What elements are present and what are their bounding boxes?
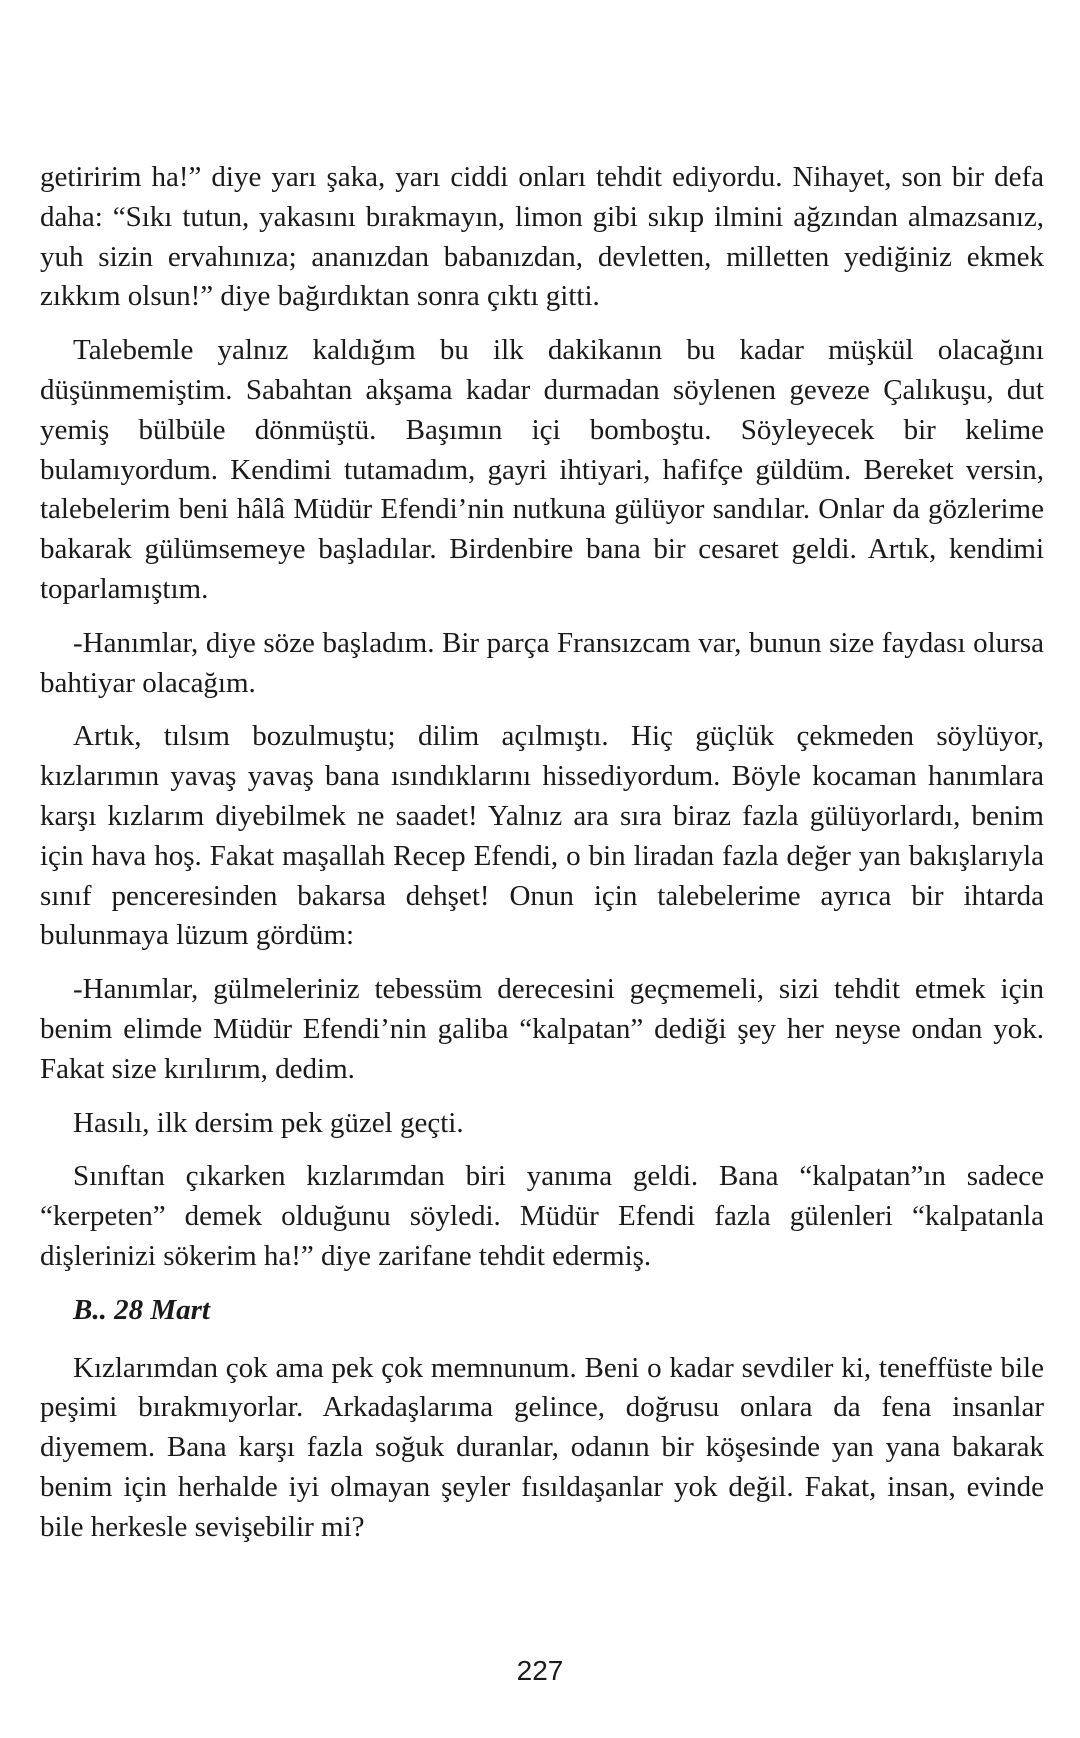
paragraph: Kızlarımdan çok ama pek çok memnunum. Beni o kadar sevdiler ki, teneffüste bile peşimi bırakmıyorlar. Arkadaşlarıma gelince, doğrusu onlara da fena insanlar diyemem. Bana karşı fazla soğuk duranlar, odanın bir köşesinde yan yana bakarak benim için herhalde iyi olmayan şeyler fısıldaşanlar yok değil. Fakat, insan, evinde bile herkesle sevişebilir mi?	[40, 1351, 1044, 1543]
page-body	[40, 158, 1044, 1562]
diary-date-heading: B.. 28 Mart	[73, 1293, 210, 1326]
paragraph: Talebemle yalnız kaldığım bu ilk dakikanın bu kadar müşkül olacağını düşünmemiştim. Sabahtan akşama kadar durmadan söylenen geveze Çalıkuşu, dut yemiş bülbüle dönmüştü. Başımın içi bomboştu. Söyleyecek bir kelime bulamıyordum. Kendimi tutamadım, gayri ihtiyari, hafifçe güldüm. Bereket versin, talebelerim beni hâlâ Müdür Efendi’nin nutkuna gülüyor sandılar. Onlar da gözlerime bakarak gülümsemeye başladılar. Birdenbire bana bir cesaret geldi. Artık, kendimi toparlamıştım.	[40, 334, 1044, 605]
page-number: 227	[516, 1655, 564, 1686]
paragraph-dialogue: -Hanımlar, diye söze başladım. Bir parça Fransızcam var, bunun size faydası olursa bahtiyar olacağım.	[40, 626, 1044, 699]
paragraph: Artık, tılsım bozulmuştu; dilim açılmıştı. Hiç güçlük çekmeden söylüyor, kızlarımın yavaş yavaş bana ısındıklarını hissediyordum. Böyle kocaman hanımlara karşı kızlarım diyebilmek ne saadet! Yalnız ara sıra biraz fazla gülüyorlardı, benim için hava hoş. Fakat maşallah Recep Efendi, o bin liradan fazla değer yan bakışlarıyla sınıf penceresinden bakarsa dehşet! Onun için talebelerime ayrıca bir ihtarda bulunmaya lüzum gördüm:	[40, 720, 1044, 952]
paragraph-continuation: getiririm ha!” diye yarı şaka, yarı ciddi onları tehdit ediyordu. Nihayet, son bir defa daha: “Sıkı tutun, yakasını bırakmayın, limon gibi sıkıp ilmini ağzından almazsanız, yuh sizin ervahınıza; ananızdan babanızdan, devletten, milletten yediğiniz ekmek zıkkım olsun!” diye bağırdıktan sonra çıktı gitti.	[40, 161, 1044, 313]
paragraph-dialogue: -Hanımlar, gülmeleriniz tebessüm derecesini geçmemeli, sizi tehdit etmek için benim elimde Müdür Efendi’nin galiba “kalpatan” dediği şey her neyse ondan yok. Fakat size kırılırım, dedim.	[40, 973, 1044, 1085]
paragraph: Sınıftan çıkarken kızlarımdan biri yanıma geldi. Bana “kalpatan”ın sadece “kerpeten” demek olduğunu söyledi. Müdür Efendi fazla gülenleri “kalpatanla dişlerinizi sökerim ha!” diye zarifane tehdit edermiş.	[40, 1160, 1044, 1272]
paragraph: Hasılı, ilk dersim pek güzel geçti.	[73, 1106, 464, 1139]
